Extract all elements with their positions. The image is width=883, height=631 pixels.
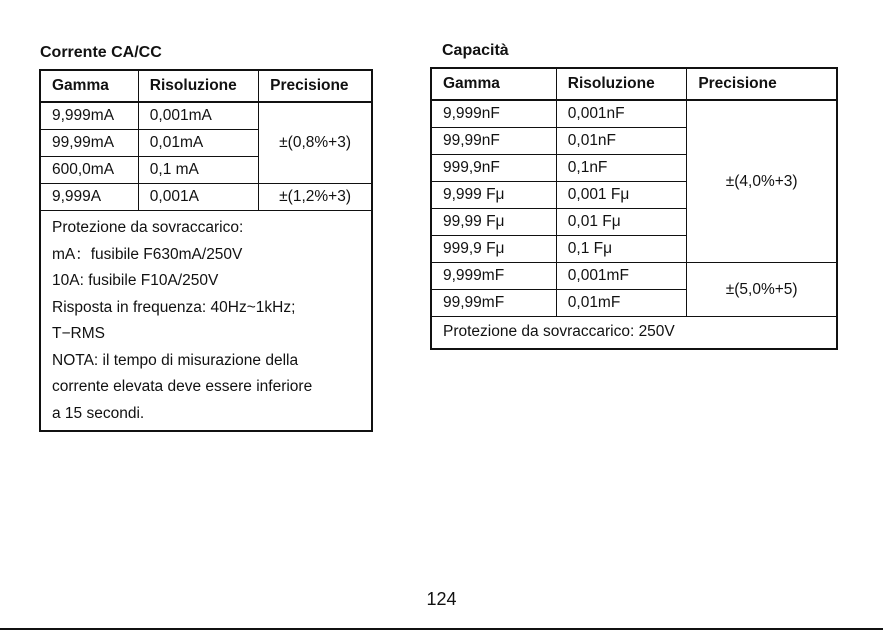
range-cell: 9,999nF	[431, 100, 556, 128]
resolution-cell: 0,1nF	[556, 155, 687, 182]
resolution-cell: 0,01 Fμ	[556, 209, 687, 236]
header-range: Gamma	[431, 68, 556, 100]
range-cell: 99,99mF	[431, 290, 556, 317]
table-row	[431, 100, 837, 128]
table-row	[40, 184, 372, 211]
range-cell: 999,9nF	[431, 155, 556, 182]
page-number: 124	[426, 589, 457, 609]
header-precision: Precisione	[687, 68, 837, 100]
note-line: Risposta in frequenza: 40Hz~1kHz;	[52, 298, 296, 316]
resolution-cell: 0,001mF	[556, 263, 687, 290]
table-header-row	[40, 70, 372, 102]
header-resolution: Risoluzione	[138, 70, 258, 102]
notes-cell	[431, 317, 837, 349]
table-header-row	[431, 68, 837, 100]
note-line: NOTA: il tempo di misurazione della	[52, 351, 299, 369]
table-row	[40, 102, 372, 130]
precision-cell: ±(5,0%+5)	[687, 263, 837, 317]
section-title-current: Corrente CA/CC	[40, 44, 162, 61]
bottom-divider	[0, 628, 883, 630]
note-line: Protezione da sovraccarico: 250V	[443, 323, 675, 340]
header-precision: Precisione	[259, 70, 372, 102]
range-cell: 999,9 Fμ	[431, 236, 556, 263]
resolution-cell: 0,001nF	[556, 100, 687, 128]
precision-cell: ±(1,2%+3)	[259, 184, 372, 211]
resolution-cell: 0,001 Fμ	[556, 182, 687, 209]
header-range: Gamma	[40, 70, 138, 102]
notes-row	[40, 211, 372, 432]
resolution-cell: 0,001mA	[138, 102, 258, 130]
header-resolution: Risoluzione	[556, 68, 687, 100]
resolution-cell: 0,01nF	[556, 128, 687, 155]
current-spec-table	[39, 69, 373, 432]
resolution-cell: 0,01mF	[556, 290, 687, 317]
section-title-capacitance: Capacità	[442, 42, 509, 59]
precision-cell: ±(4,0%+3)	[687, 100, 837, 263]
range-cell: 600,0mA	[40, 157, 138, 184]
note-line: corrente elevata deve essere inferiore	[52, 378, 313, 395]
resolution-cell: 0,01mA	[138, 130, 258, 157]
note-line: T−RMS	[52, 325, 105, 342]
notes-cell	[40, 211, 372, 432]
range-cell: 99,99mA	[40, 130, 138, 157]
capacitance-spec-table	[430, 67, 838, 350]
resolution-cell: 0,001A	[138, 184, 258, 211]
note-line: Protezione da sovraccarico:	[52, 219, 244, 236]
range-cell: 99,99nF	[431, 128, 556, 155]
note-line: a 15 secondi.	[52, 404, 145, 422]
table-row	[431, 263, 837, 290]
range-cell: 9,999mA	[40, 102, 138, 130]
range-cell: 99,99 Fμ	[431, 209, 556, 236]
precision-cell: ±(0,8%+3)	[259, 102, 372, 184]
range-cell: 9,999 Fμ	[431, 182, 556, 209]
range-cell: 9,999A	[40, 184, 138, 211]
range-cell: 9,999mF	[431, 263, 556, 290]
resolution-cell: 0,1 Fμ	[556, 236, 687, 263]
note-line: mA：fusibile F630mA/250V	[52, 245, 243, 263]
notes-row	[431, 317, 837, 349]
resolution-cell: 0,1 mA	[138, 157, 258, 184]
note-line: 10A: fusibile F10A/250V	[52, 272, 219, 289]
